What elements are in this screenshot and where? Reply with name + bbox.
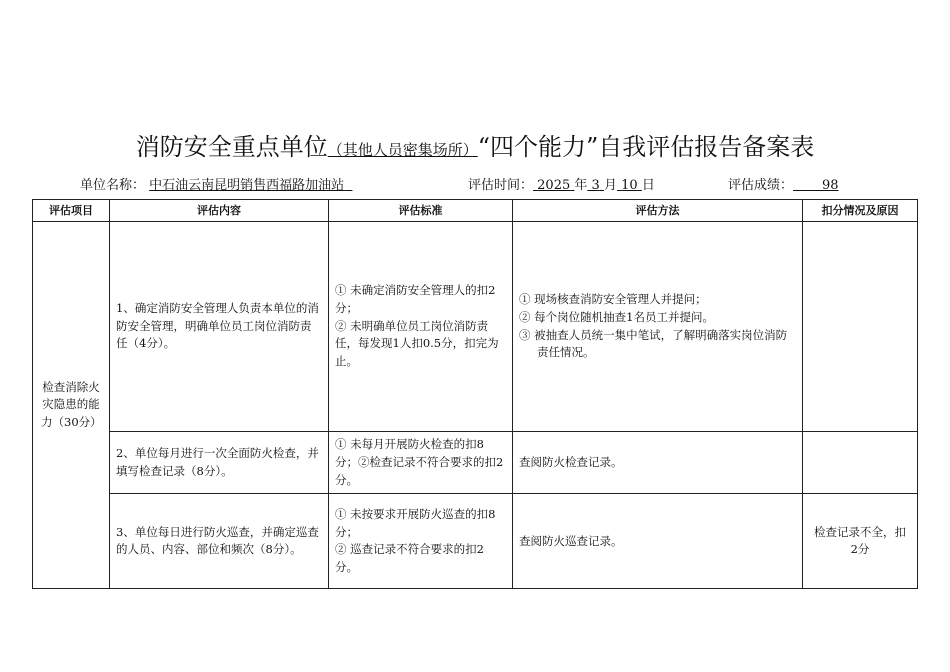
eval-month: 3 bbox=[591, 178, 600, 193]
table-row bbox=[33, 494, 918, 589]
deduction-cell bbox=[803, 222, 918, 432]
standard-line: ② 未明确单位员工岗位消防责任，每发现1人扣0.5分，扣完为止。 bbox=[335, 318, 499, 369]
method-line: 查阅防火检查记录。 bbox=[519, 454, 623, 469]
standard-line: ① 未确定消防安全管理人的扣2分； bbox=[335, 283, 496, 315]
month-unit: 月 bbox=[603, 178, 617, 193]
content-cell: 2、单位每月进行一次全面防火检查，并填写检查记录（8分）。 bbox=[110, 432, 329, 494]
unit-name-field bbox=[80, 174, 352, 193]
method-line: 查阅防火巡查记录。 bbox=[519, 533, 623, 548]
form-title bbox=[0, 127, 950, 162]
evaluation-time-field bbox=[468, 174, 655, 193]
evaluation-score-field bbox=[728, 174, 839, 193]
header-standard: 评估标准 bbox=[329, 200, 513, 222]
method-cell bbox=[513, 432, 803, 494]
method-cell bbox=[513, 494, 803, 589]
year-unit: 年 bbox=[574, 178, 588, 193]
standard-line: ① 未每月开展防火检查的扣8分；②检查记录不符合要求的扣2分。 bbox=[335, 437, 504, 487]
unit-name-label: 单位名称： bbox=[80, 178, 146, 193]
content-cell: 3、单位每日进行防火巡查，并确定巡查的人员、内容、部位和频次（8分）。 bbox=[110, 494, 329, 589]
standard-line: ② 巡查记录不符合要求的扣2分。 bbox=[335, 542, 484, 575]
method-cell bbox=[513, 222, 803, 432]
standard-line: ① 未按要求开展防火巡查的扣8分； bbox=[335, 506, 496, 539]
eval-time-label: 评估时间： bbox=[468, 178, 534, 193]
eval-year: 2025 bbox=[537, 178, 571, 193]
header-deduction: 扣分情况及原因 bbox=[803, 200, 918, 222]
table-header-row bbox=[33, 200, 918, 222]
eval-day: 10 bbox=[621, 178, 638, 193]
day-unit: 日 bbox=[641, 178, 655, 193]
header-project: 评估项目 bbox=[33, 200, 110, 222]
project-cell: 检查消除火灾隐患的能力（30分） bbox=[33, 222, 110, 589]
deduction-cell: 检查记录不全，扣2分 bbox=[803, 494, 918, 589]
title-main-a: 消防安全重点单位 bbox=[135, 133, 328, 161]
method-line: ③ 被抽查人员统一集中笔试，了解明确落实岗位消防责任情况。 bbox=[519, 327, 788, 360]
header-method: 评估方法 bbox=[513, 200, 803, 222]
method-line: ① 现场核查消防安全管理人并提问； bbox=[519, 291, 707, 306]
deduction-cell bbox=[803, 432, 918, 494]
standard-cell bbox=[329, 432, 513, 494]
method-line: ② 每个岗位随机抽查1名员工并提问。 bbox=[519, 309, 714, 324]
score-label: 评估成绩： bbox=[728, 178, 794, 193]
content-cell: 1、确定消防安全管理人负责本单位的消防安全管理，明确单位员工岗位消防责任（4分）。 bbox=[110, 222, 329, 432]
table-row bbox=[33, 222, 918, 432]
standard-cell bbox=[329, 494, 513, 589]
evaluation-table bbox=[32, 199, 918, 589]
table-row bbox=[33, 432, 918, 494]
unit-name-value: 中石油云南昆明销售西福路加油站 bbox=[149, 178, 345, 193]
header-content: 评估内容 bbox=[110, 200, 329, 222]
title-subtitle: （其他人员密集场所） bbox=[327, 141, 478, 159]
title-main-b: “四个能力”自我评估报告备案表 bbox=[477, 133, 815, 161]
score-value: 98 bbox=[821, 178, 839, 193]
standard-cell bbox=[329, 222, 513, 432]
